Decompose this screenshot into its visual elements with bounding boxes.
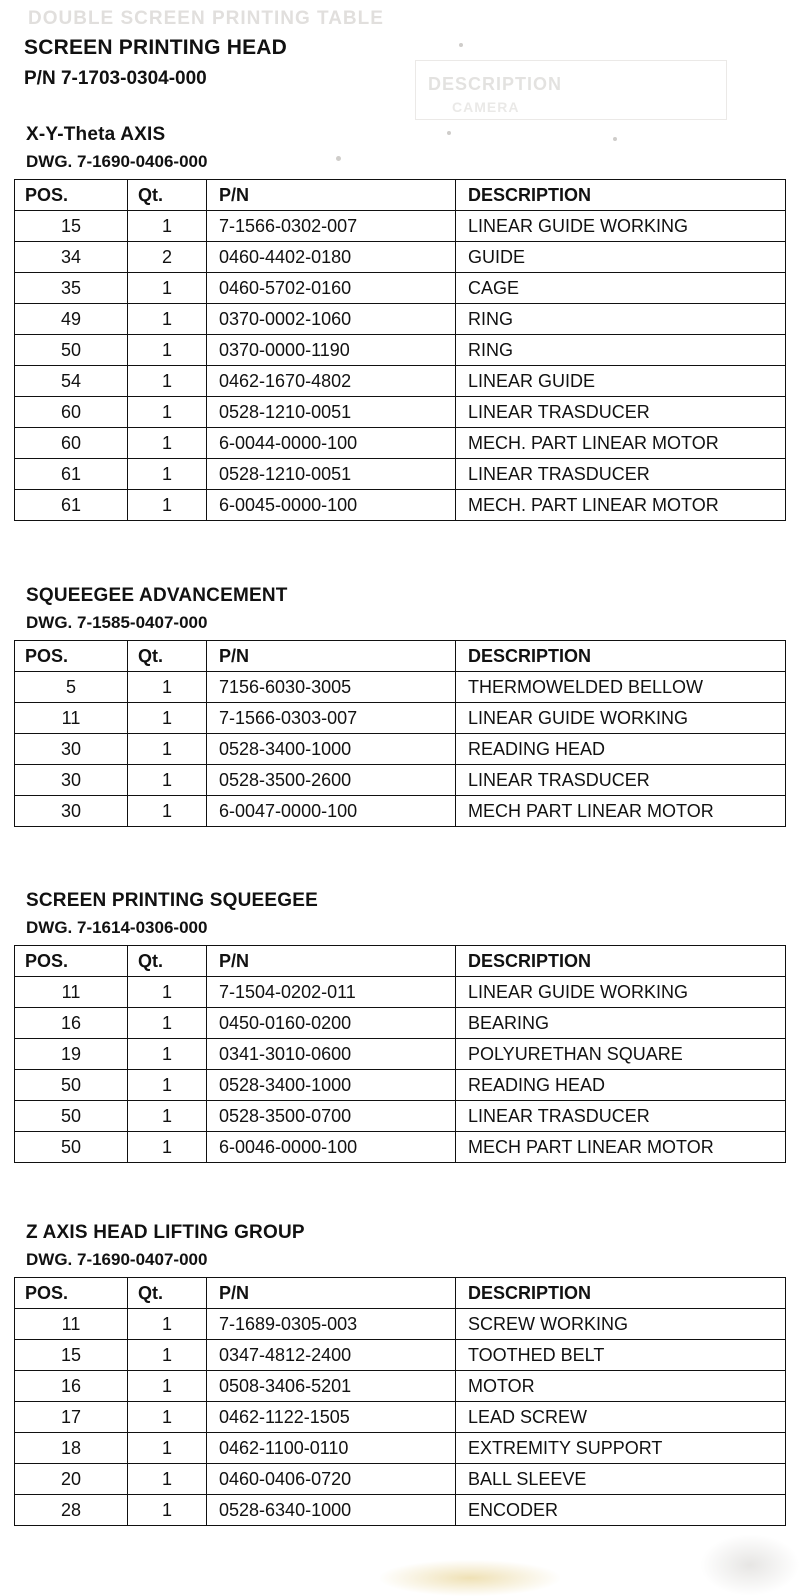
cell-qt: 1	[128, 734, 207, 765]
table-row	[15, 796, 786, 827]
cell-description: MECH PART LINEAR MOTOR	[456, 1132, 786, 1163]
cell-description: GUIDE	[456, 242, 786, 273]
section-screen-printing-squeegee	[14, 890, 786, 1163]
parts-table	[14, 945, 786, 1163]
cell-qt: 1	[128, 397, 207, 428]
cell-description: RING	[456, 304, 786, 335]
cell-pn: 7156-6030-3005	[207, 672, 456, 703]
cell-qt: 1	[128, 796, 207, 827]
scan-edge-smudge	[700, 1534, 800, 1596]
ghost-document-title: DOUBLE SCREEN PRINTING TABLE	[28, 8, 384, 29]
scan-smudge	[380, 1560, 560, 1596]
cell-pos: 35	[15, 273, 128, 304]
cell-qt: 1	[128, 1132, 207, 1163]
cell-pn: 0347-4812-2400	[207, 1340, 456, 1371]
cell-pn: 7-1566-0302-007	[207, 211, 456, 242]
cell-pos: 19	[15, 1039, 128, 1070]
cell-pn: 7-1504-0202-011	[207, 977, 456, 1008]
cell-pos: 15	[15, 211, 128, 242]
cell-pn: 7-1689-0305-003	[207, 1309, 456, 1340]
cell-pn: 0450-0160-0200	[207, 1008, 456, 1039]
cell-pn: 0528-1210-0051	[207, 459, 456, 490]
cell-description: MECH. PART LINEAR MOTOR	[456, 490, 786, 521]
cell-pos: 50	[15, 335, 128, 366]
table-row	[15, 304, 786, 335]
column-header-pn: P/N	[207, 180, 456, 211]
cell-description: LINEAR GUIDE WORKING	[456, 703, 786, 734]
cell-pn: 0460-0406-0720	[207, 1464, 456, 1495]
document-header	[24, 36, 287, 90]
section-title: X-Y-Theta AXIS	[26, 124, 166, 145]
table-row	[15, 1371, 786, 1402]
cell-pn: 0460-5702-0160	[207, 273, 456, 304]
cell-pos: 30	[15, 796, 128, 827]
table-row	[15, 734, 786, 765]
table-header-row	[15, 641, 786, 672]
cell-qt: 1	[128, 765, 207, 796]
cell-qt: 1	[128, 1433, 207, 1464]
cell-pn: 0462-1100-0110	[207, 1433, 456, 1464]
table-row	[15, 1008, 786, 1039]
cell-qt: 1	[128, 1070, 207, 1101]
cell-description: POLYURETHAN SQUARE	[456, 1039, 786, 1070]
cell-pn: 0528-3500-0700	[207, 1101, 456, 1132]
table-row	[15, 459, 786, 490]
ghost-description-label: DESCRIPTION	[428, 74, 563, 94]
cell-pos: 50	[15, 1132, 128, 1163]
cell-pos: 17	[15, 1402, 128, 1433]
table-header-row	[15, 180, 786, 211]
cell-pn: 0528-3400-1000	[207, 1070, 456, 1101]
column-header-qt: Qt.	[128, 180, 207, 211]
ghost-description-box	[415, 60, 727, 120]
column-header-description: DESCRIPTION	[456, 946, 786, 977]
column-header-description: DESCRIPTION	[456, 641, 786, 672]
parts-table	[14, 1277, 786, 1526]
table-header-row	[15, 1278, 786, 1309]
cell-description: LINEAR GUIDE WORKING	[456, 977, 786, 1008]
cell-pn: 0528-3400-1000	[207, 734, 456, 765]
cell-qt: 1	[128, 428, 207, 459]
cell-pos: 60	[15, 397, 128, 428]
cell-qt: 2	[128, 242, 207, 273]
cell-pos: 16	[15, 1008, 128, 1039]
column-header-pos: POS.	[15, 641, 128, 672]
section-title: SQUEEGEE ADVANCEMENT	[26, 585, 288, 606]
cell-qt: 1	[128, 273, 207, 304]
cell-pn: 6-0046-0000-100	[207, 1132, 456, 1163]
cell-pos: 60	[15, 428, 128, 459]
cell-description: READING HEAD	[456, 734, 786, 765]
cell-qt: 1	[128, 1371, 207, 1402]
cell-pos: 11	[15, 1309, 128, 1340]
cell-qt: 1	[128, 1101, 207, 1132]
table-row	[15, 242, 786, 273]
cell-pos: 30	[15, 765, 128, 796]
column-header-qt: Qt.	[128, 641, 207, 672]
cell-description: READING HEAD	[456, 1070, 786, 1101]
cell-description: MECH. PART LINEAR MOTOR	[456, 428, 786, 459]
cell-pos: 11	[15, 703, 128, 734]
cell-pos: 54	[15, 366, 128, 397]
cell-pn: 0462-1670-4802	[207, 366, 456, 397]
table-row	[15, 1132, 786, 1163]
table-row	[15, 977, 786, 1008]
cell-description: MECH PART LINEAR MOTOR	[456, 796, 786, 827]
table-row	[15, 428, 786, 459]
cell-pos: 28	[15, 1495, 128, 1526]
ghost-description-sublabel: CAMERA	[452, 99, 520, 115]
cell-qt: 1	[128, 335, 207, 366]
cell-pn: 0462-1122-1505	[207, 1402, 456, 1433]
cell-pn: 0370-0002-1060	[207, 304, 456, 335]
table-row	[15, 765, 786, 796]
table-header-row	[15, 946, 786, 977]
table-row	[15, 366, 786, 397]
cell-pn: 0528-6340-1000	[207, 1495, 456, 1526]
table-row	[15, 1433, 786, 1464]
cell-pos: 49	[15, 304, 128, 335]
cell-description: RING	[456, 335, 786, 366]
cell-description: SCREW WORKING	[456, 1309, 786, 1340]
cell-pos: 50	[15, 1070, 128, 1101]
parts-table	[14, 179, 786, 521]
table-row	[15, 211, 786, 242]
cell-pos: 5	[15, 672, 128, 703]
column-header-qt: Qt.	[128, 946, 207, 977]
cell-qt: 1	[128, 1464, 207, 1495]
cell-pn: 0341-3010-0600	[207, 1039, 456, 1070]
page-title: SCREEN PRINTING HEAD	[24, 36, 288, 59]
section-x-y-theta-axis	[14, 124, 786, 521]
column-header-pn: P/N	[207, 641, 456, 672]
cell-qt: 1	[128, 1309, 207, 1340]
cell-pos: 61	[15, 459, 128, 490]
cell-qt: 1	[128, 672, 207, 703]
table-row	[15, 1101, 786, 1132]
parts-table	[14, 640, 786, 827]
table-row	[15, 1070, 786, 1101]
cell-pos: 30	[15, 734, 128, 765]
cell-qt: 1	[128, 1039, 207, 1070]
cell-pn: 7-1566-0303-007	[207, 703, 456, 734]
cell-description: MOTOR	[456, 1371, 786, 1402]
table-row	[15, 397, 786, 428]
cell-description: LINEAR TRASDUCER	[456, 765, 786, 796]
cell-qt: 1	[128, 304, 207, 335]
scan-speck	[459, 43, 463, 47]
cell-description: LINEAR TRASDUCER	[456, 459, 786, 490]
cell-pn: 6-0047-0000-100	[207, 796, 456, 827]
section-drawing-number: DWG. 7-1690-0407-000	[26, 1250, 208, 1269]
cell-description: BALL SLEEVE	[456, 1464, 786, 1495]
column-header-qt: Qt.	[128, 1278, 207, 1309]
cell-qt: 1	[128, 1008, 207, 1039]
table-row	[15, 335, 786, 366]
cell-qt: 1	[128, 490, 207, 521]
cell-qt: 1	[128, 211, 207, 242]
column-header-pn: P/N	[207, 1278, 456, 1309]
table-row	[15, 703, 786, 734]
cell-description: LINEAR GUIDE WORKING	[456, 211, 786, 242]
cell-pos: 16	[15, 1371, 128, 1402]
cell-pos: 11	[15, 977, 128, 1008]
table-row	[15, 490, 786, 521]
section-drawing-number: DWG. 7-1614-0306-000	[26, 918, 208, 937]
cell-pn: 0460-4402-0180	[207, 242, 456, 273]
cell-qt: 1	[128, 366, 207, 397]
table-row	[15, 1309, 786, 1340]
cell-pos: 15	[15, 1340, 128, 1371]
cell-qt: 1	[128, 977, 207, 1008]
cell-description: LINEAR TRASDUCER	[456, 397, 786, 428]
cell-description: LINEAR GUIDE	[456, 366, 786, 397]
cell-description: CAGE	[456, 273, 786, 304]
cell-pn: 0528-1210-0051	[207, 397, 456, 428]
cell-pn: 6-0045-0000-100	[207, 490, 456, 521]
section-title: Z AXIS HEAD LIFTING GROUP	[26, 1222, 305, 1243]
column-header-pn: P/N	[207, 946, 456, 977]
section-drawing-number: DWG. 7-1585-0407-000	[26, 613, 208, 632]
cell-pos: 20	[15, 1464, 128, 1495]
cell-pos: 61	[15, 490, 128, 521]
section-drawing-number: DWG. 7-1690-0406-000	[26, 152, 208, 171]
cell-qt: 1	[128, 1402, 207, 1433]
table-row	[15, 1340, 786, 1371]
cell-qt: 1	[128, 1340, 207, 1371]
cell-description: THERMOWELDED BELLOW	[456, 672, 786, 703]
cell-pn: 0508-3406-5201	[207, 1371, 456, 1402]
column-header-description: DESCRIPTION	[456, 180, 786, 211]
cell-qt: 1	[128, 1495, 207, 1526]
cell-description: BEARING	[456, 1008, 786, 1039]
cell-pos: 50	[15, 1101, 128, 1132]
section-z-axis-head-lifting-group	[14, 1222, 786, 1526]
cell-description: LINEAR TRASDUCER	[456, 1101, 786, 1132]
column-header-pos: POS.	[15, 180, 128, 211]
column-header-pos: POS.	[15, 1278, 128, 1309]
cell-pos: 34	[15, 242, 128, 273]
cell-description: EXTREMITY SUPPORT	[456, 1433, 786, 1464]
column-header-description: DESCRIPTION	[456, 1278, 786, 1309]
column-header-pos: POS.	[15, 946, 128, 977]
cell-description: TOOTHED BELT	[456, 1340, 786, 1371]
cell-pos: 18	[15, 1433, 128, 1464]
table-row	[15, 1402, 786, 1433]
table-row	[15, 273, 786, 304]
cell-pn: 0370-0000-1190	[207, 335, 456, 366]
document-part-number: P/N 7-1703-0304-000	[24, 68, 207, 89]
table-row	[15, 1495, 786, 1526]
section-squeegee-advancement	[14, 585, 786, 827]
table-row	[15, 672, 786, 703]
cell-qt: 1	[128, 459, 207, 490]
cell-pn: 6-0044-0000-100	[207, 428, 456, 459]
cell-description: LEAD SCREW	[456, 1402, 786, 1433]
table-row	[15, 1464, 786, 1495]
section-title: SCREEN PRINTING SQUEEGEE	[26, 890, 318, 911]
cell-qt: 1	[128, 703, 207, 734]
table-row	[15, 1039, 786, 1070]
cell-pn: 0528-3500-2600	[207, 765, 456, 796]
cell-description: ENCODER	[456, 1495, 786, 1526]
